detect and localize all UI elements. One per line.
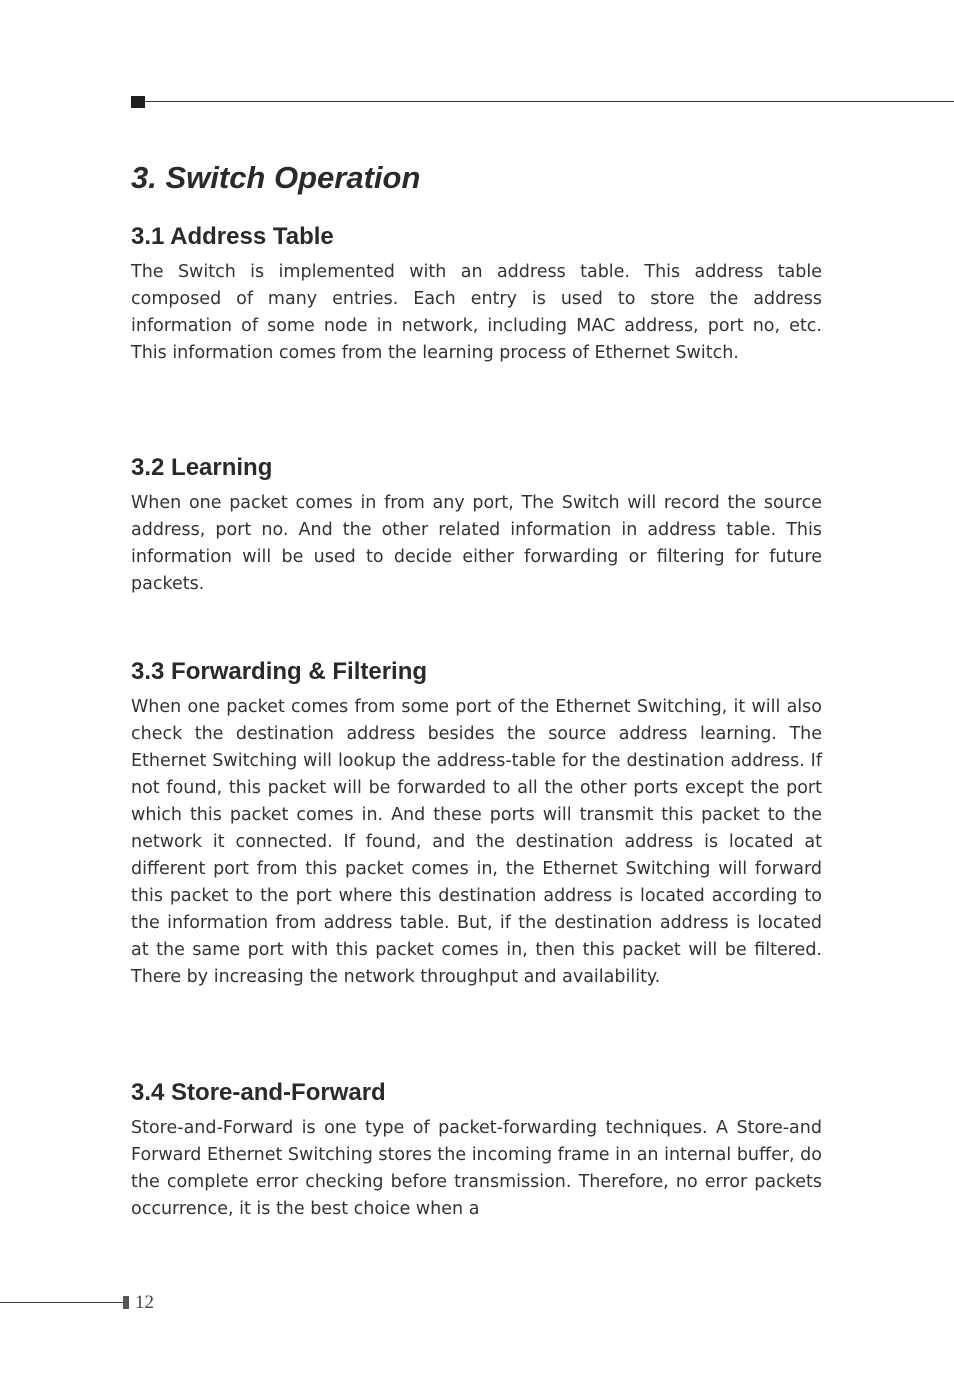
header-square-marker — [131, 96, 145, 108]
section-heading: 3.4 Store-and-Forward — [131, 1079, 386, 1106]
section-body: When one packet comes from some port of the Ethernet Switching, it will also check the destination address besides the source address learning. The Ethernet Switching will lookup the address-table for the destination address. If not found, this packet will be forwarded to all the other ports except the port which this packet comes in. And these ports will transmit this packet to the network it connected. If found, and the destination address is located at different port from this packet comes in, the Ethernet Switching will forward this packet to the port where this destination address is located according to the information from address table. But, if the destination address is located at the same port with this packet comes in, then this packet will be filtered. There by increasing the network throughput and availability. — [131, 697, 822, 987]
section-heading: 3.2 Learning — [131, 454, 273, 481]
footer-marker — [123, 1296, 129, 1309]
page-number: 12 — [135, 1292, 154, 1313]
section-body: Store-and-Forward is one type of packet-forwarding techniques. A Store-and Forward Ethernet Switching stores the incoming frame in an internal buffer, do the complete error checking before transmission. Therefore, no error packets occurrence, it is the best choice when a — [131, 1118, 822, 1219]
section-body: The Switch is implemented with an address table. This address table composed of many entries. Each entry is used to store the address information of some node in network, including MAC address, port no, etc. This information comes from the learning process of Ethernet Switch. — [131, 262, 822, 363]
section-store-and-forward — [131, 1078, 822, 1223]
section-address-table — [131, 222, 822, 367]
section-heading: 3.3 Forwarding & Filtering — [131, 658, 428, 685]
section-body: When one packet comes in from any port, The Switch will record the source address, port no. And the other related information in address table. This information will be used to decide either forwarding or filtering for future packets. — [131, 493, 822, 594]
section-learning — [131, 453, 822, 598]
footer-rule — [0, 1302, 123, 1303]
header-rule — [145, 101, 954, 102]
section-forwarding-filtering — [131, 657, 822, 991]
chapter-title: 3. Switch Operation — [131, 160, 421, 195]
section-heading: 3.1 Address Table — [131, 223, 334, 250]
